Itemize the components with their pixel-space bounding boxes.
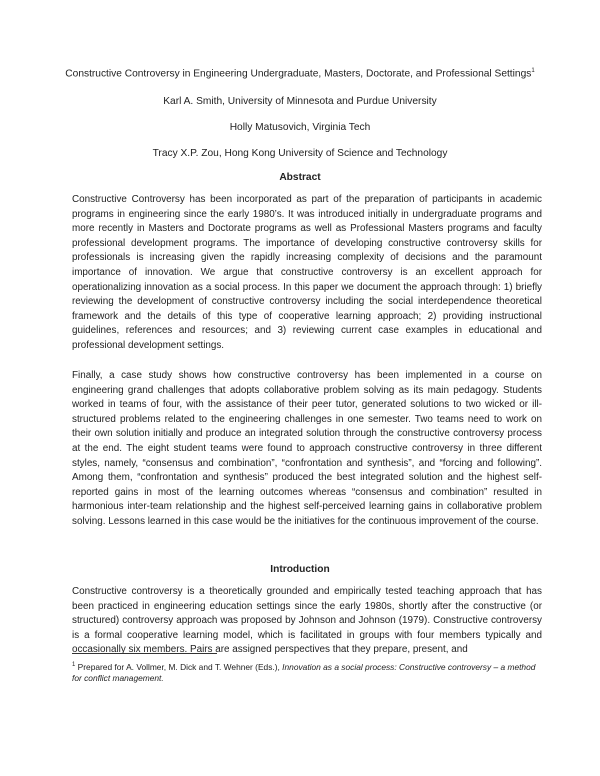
title-footnote-marker: 1 [531,68,535,74]
abstract-paragraph-2: Finally, a case study shows how constructive controversy has been implemented in a course on engineering grand challenges that adopts collaborative problem solving as its main pedagogy. Students worked in teams of four, with the assistance of their peer tutor, generated solutions to two wicked or ill-structured problems related to the engineering challenges in one semester. Two teams need to work on their own solution initially and produce an integrated solution through the constructive controversy process at the end. The eight student teams were found to approach constructive controversy in three different styles, namely, “consensus and combination”, “confrontation and synthesis”, and “forcing and following”. Among them, “confrontation and synthesis” produced the best integrated solution and the highest self-reported gains in most of the learning outcomes whereas “consensus and combination” resulted in harmonious inter-team relationship and the highest self-perceived learning gains in collaborative problem solving. Lessons learned in this case would be the initiatives for the continuous improvement of the course. [72,370,542,527]
paper-title: Constructive Controversy in Engineering Undergraduate, Masters, Doctorate, and Professional Settings$^1$ [65,68,535,80]
footnote-divider [72,653,217,654]
footnote-marker: 1 [72,662,76,668]
footnote-italic-text: Innovation as a social process: Constructive controversy – a method for conflict management. [72,661,536,684]
introduction-heading: Introduction [270,564,330,575]
author-line-1: Karl A. Smith, University of Minnesota and Purdue University [163,96,437,107]
introduction-paragraph: Constructive controversy is a theoretically grounded and empirically tested teaching approach that has been practiced in engineering education settings since the early 1980s, shortly after the constructive (or structured) controversy approach was proposed by Johnson and Johnson (1979). Constructive controversy is a formal cooperative learning model, which is facilitated in groups with four members typically and occasionally six members. Pairs are assigned perspectives that they prepare, present, and [72,586,542,656]
footnote-text: Prepared for A. Vollmer, M. Dick and T. Wehner (Eds.), [77,661,280,672]
abstract-heading: Abstract [279,172,321,183]
author-line-2: Holly Matusovich, Virginia Tech [229,122,371,133]
footnote [72,660,542,685]
abstract-paragraph-1: Constructive Controversy has been incorporated as part of the preparation of participants in academic programs in engineering since the early 1980’s. It was introduced initially in undergraduate programs and more recently in Masters and Doctorate programs as well as Professional Masters programs and faculty professional development programs. The importance of developing constructive controversy skills for professionals is increasing given the rapidly increasing complexity of decisions and the paramount importance of innovation. We argue that constructive controversy is an excellent approach for operationalizing innovation as a social process. In this paper we document the approach through: 1) briefly reviewing the development of constructive controversy including the social interdependence theoretical framework and the details of this type of cooperative learning approach; 2) providing instructional guidelines, references and resources; and 3) reviewing current case examples in educational and professional development settings. [72,194,542,351]
author-line-3: Tracy X.P. Zou, Hong Kong University of Science and Technology [152,148,448,159]
